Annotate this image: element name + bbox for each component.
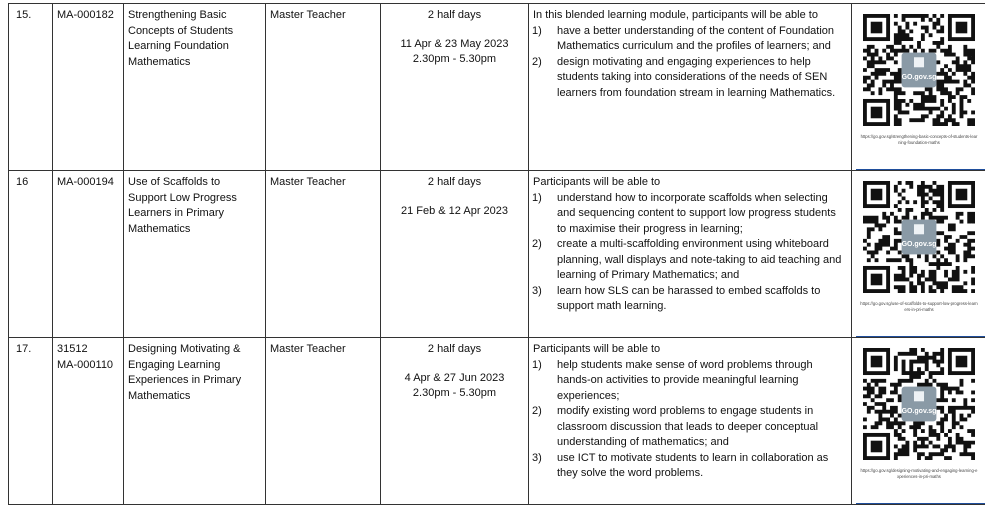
qr-graphic [863, 181, 975, 293]
course-title [124, 338, 266, 505]
gogovsg-logo [902, 220, 937, 255]
course-duration: 2 half days [427, 9, 482, 21]
facilitator-role-text: Master Teacher [270, 343, 346, 355]
course-dates: 11 Apr & 23 May 2023 [400, 37, 509, 50]
course-schedule [381, 4, 529, 171]
gogovsg-logo-text: GO.gov.sg [901, 407, 937, 415]
course-row [9, 338, 985, 505]
course-title-text: Use of Scaffolds to Support Low Progress Learners in Primary Mathematics [128, 176, 237, 235]
schedule-spacer [385, 358, 524, 371]
course-description [529, 4, 852, 171]
course-code-cell [53, 338, 124, 505]
objective-marker: 3) [532, 284, 542, 297]
qr-url[interactable]: https://go.gov.sg/use-of-scaffolds-to-support-low-progress-learners-in-pri-maths [860, 301, 978, 312]
qr-divider [856, 503, 985, 504]
facilitator-role-text: Master Teacher [270, 9, 346, 21]
objective-text: understand how to incorporate scaffolds when selecting and sequencing content to support low progress students to maximise their progress in learning; [557, 191, 836, 235]
qr-url[interactable]: https://go.gov.sg/designing-motivating-and-engaging-learning-experiences-in-pri-maths [860, 468, 978, 479]
course-code: MA-000194 [57, 176, 114, 188]
course-code: MA-000110 [57, 358, 114, 371]
objectives-list [533, 191, 847, 315]
course-number [9, 4, 53, 171]
qr-finder-pattern [865, 350, 888, 373]
description-intro: Participants will be able to [533, 176, 661, 188]
course-time: 2.30pm - 5.30pm [412, 53, 497, 65]
course-row [9, 171, 985, 338]
course-number [9, 338, 53, 505]
qr-code[interactable] [863, 181, 975, 293]
course-description [529, 338, 852, 505]
qr-finder-pattern [950, 183, 973, 206]
objective-item [533, 358, 847, 405]
course-title [124, 4, 266, 171]
qr-finder-pattern [865, 183, 888, 206]
gogovsg-logo [902, 387, 937, 422]
objectives-list [533, 24, 847, 102]
objective-item [533, 404, 847, 451]
course-number-text: 17. [16, 343, 32, 355]
course-number-text: 16 [16, 176, 29, 188]
course-number-text: 15. [16, 9, 32, 21]
objective-marker: 2) [532, 55, 542, 68]
courses-table-body [9, 4, 985, 505]
description-intro: Participants will be able to [533, 343, 661, 355]
objective-marker: 1) [532, 358, 542, 371]
gogovsg-logo-text: GO.gov.sg [901, 73, 937, 81]
course-description [529, 171, 852, 338]
course-dates: 4 Apr & 27 Jun 2023 [404, 371, 505, 384]
course-schedule [381, 171, 529, 338]
objective-text: use ICT to motivate students to learn in collaboration as they solve the word problems. [557, 451, 829, 479]
gogovsg-logo-text: GO.gov.sg [901, 240, 937, 248]
objective-text: have a better understanding of the content of Foundation Mathematics curriculum and the profiles of learners; and [557, 24, 835, 52]
course-schedule [381, 338, 529, 505]
objective-marker: 2) [532, 405, 542, 417]
objective-marker: 1) [532, 191, 542, 204]
objective-marker: 2) [532, 238, 542, 250]
schedule-spacer [385, 191, 524, 204]
objective-item [533, 237, 847, 284]
objective-item [533, 451, 847, 482]
qr-code[interactable] [863, 14, 975, 126]
qr-cell [852, 4, 985, 171]
objective-marker: 3) [532, 451, 542, 464]
course-code-cell [53, 171, 124, 338]
qr-finder-pattern [950, 16, 973, 39]
course-number [9, 171, 53, 338]
facilitator-role [266, 338, 381, 505]
qr-finder-pattern [865, 101, 888, 124]
objective-item [533, 284, 847, 315]
objective-text: design motivating and engaging experiences to help students taking into considerations of the needs of SEN learners from foundation stream in learning Mathematics. [557, 55, 836, 99]
facilitator-role [266, 171, 381, 338]
objective-item [533, 55, 847, 102]
qr-finder-pattern [950, 350, 973, 373]
schedule-spacer [385, 24, 524, 37]
course-code: MA-000182 [57, 9, 114, 21]
gogovsg-logo [902, 53, 937, 88]
course-time: 2.30pm - 5.30pm [412, 387, 497, 399]
facilitator-role-text: Master Teacher [270, 176, 346, 188]
course-title-text: Strengthening Basic Concepts of Students Learning Foundation Mathematics [128, 9, 234, 68]
description-intro: In this blended learning module, participants will be able to [533, 9, 818, 21]
objective-item [533, 191, 847, 238]
course-duration: 2 half days [427, 176, 482, 188]
qr-graphic [863, 348, 975, 460]
course-title-text: Designing Motivating & Engaging Learning Experiences in Primary Mathematics [128, 343, 242, 402]
qr-finder-pattern [865, 16, 888, 39]
qr-finder-pattern [865, 435, 888, 458]
course-code: 31512 [57, 343, 88, 355]
objectives-list [533, 358, 847, 482]
objective-marker: 1) [532, 24, 542, 37]
course-dates: 21 Feb & 12 Apr 2023 [400, 204, 509, 217]
course-row [9, 4, 985, 171]
facilitator-role [266, 4, 381, 171]
course-duration: 2 half days [427, 343, 482, 355]
objective-text: modify existing word problems to engage students in classroom discussion that leads to deeper conceptual understanding of mathematics; and [557, 405, 819, 448]
courses-table [8, 3, 985, 505]
qr-finder-pattern [865, 268, 888, 291]
qr-code[interactable] [863, 348, 975, 460]
objective-text: help students make sense of word problems through hands-on activities to provide meaningful learning experiences; [557, 358, 813, 402]
objective-text: learn how SLS can be harassed to embed scaffolds to support math learning. [557, 284, 821, 312]
qr-url[interactable]: https://go.gov.sg/strengthening-basic-concepts-of-students-learning-foundation-maths [860, 134, 978, 145]
objective-text: create a multi-scaffolding environment using whiteboard planning, wall displays and note-taking to aid teaching and learning of Primary Mathematics; and [557, 238, 842, 281]
qr-graphic [863, 14, 975, 126]
objective-item [533, 24, 847, 55]
course-code-cell [53, 4, 124, 171]
course-title [124, 171, 266, 338]
qr-cell [852, 171, 985, 338]
qr-cell [852, 338, 985, 505]
